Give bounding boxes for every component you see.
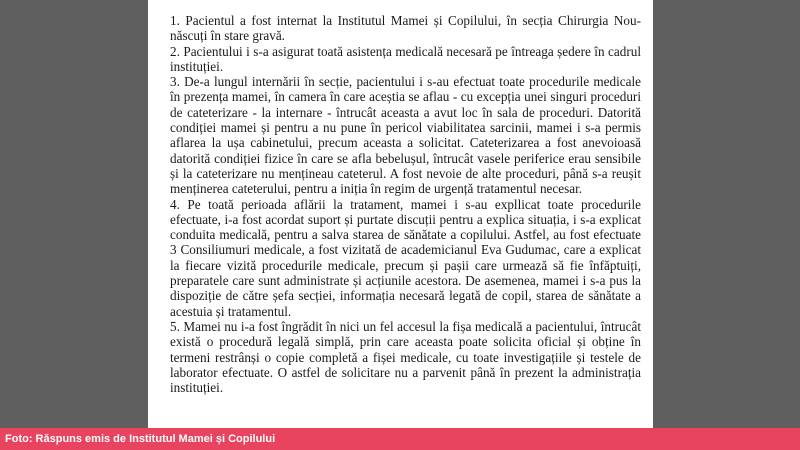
paragraph-5: 5. Mamei nu i-a fost îngrădit în nici un fel accesul la fișa medicală a pacientului, întrucât există o procedură legală simplă, prin care aceasta poate solicita oficial și obține în termeni restrânși o copie completă a fișei medicale, cu toate investigațiile și testele de laborator efectuate. O astfel de solicitare nu a parvenit până în prezent la administrația instituției. xyxy=(170,318,641,396)
paragraph-2: 2. Pacientului i s-a asigurat toată asistența medicală necesară pe întreaga ședere în cadrul instituției. xyxy=(170,43,641,74)
photo-caption: Foto: Răspuns emis de Institutul Mamei și Copilului xyxy=(0,428,800,450)
document-page xyxy=(148,0,653,428)
paragraph-4: 4. Pe toată perioada aflării la tratament, mamei i s-au expllicat toate procedurile efectuate, i-a fost acordat suport și purtate discuții pentru a explica situația, i s-a explicat conduita medicală, pentru a salva starea de sănătate a copilului. Astfel, au fost efectuate 3 Consiliumuri medicale, a fost vizitată de academicianul Eva Gudumac, care a explicat la fiecare vizită procedurile medicale, precum și pașii care urmează să fie înfăptuiți, preparatele care sunt administrate și acțiunile acestora. De asemenea, mamei i s-a pus la dispoziție de către șefa secției, informația necesară legată de copil, starea de sănătate a acestuia și tratamentul. xyxy=(170,196,641,319)
paragraph-1: 1. Pacientul a fost internat la Institutul Mamei și Copilului, în secția Chirurgia Nou-născuți în stare gravă. xyxy=(170,13,641,44)
paragraph-3: 3. De-a lungul internării în secție, pacientului i s-au efectuat toate procedurile medicale în prezența mamei, în camera în care aceștia se aflau - cu excepția unei singuri proceduri de cateterizare - la internare - întrucât aceasta a avut loc în sala de proceduri. Datorită condiției mamei și pentru a nu pune în pericol viabilitatea sarcinii, mamei i s-a permis aflarea la ușa cabinetului, precum aceasta a solicitat. Cateterizarea a fost anevoioasă datorită condiției fizice în care se afla bebelușul, întrucât vasele periferice erau sensibile și la cateterizare nu mențineau cateterul. A fost nevoie de alte proceduri, până s-a reușit menținerea cateterului, pentru a iniția în regim de urgență tratamentul necesar. xyxy=(170,74,641,197)
